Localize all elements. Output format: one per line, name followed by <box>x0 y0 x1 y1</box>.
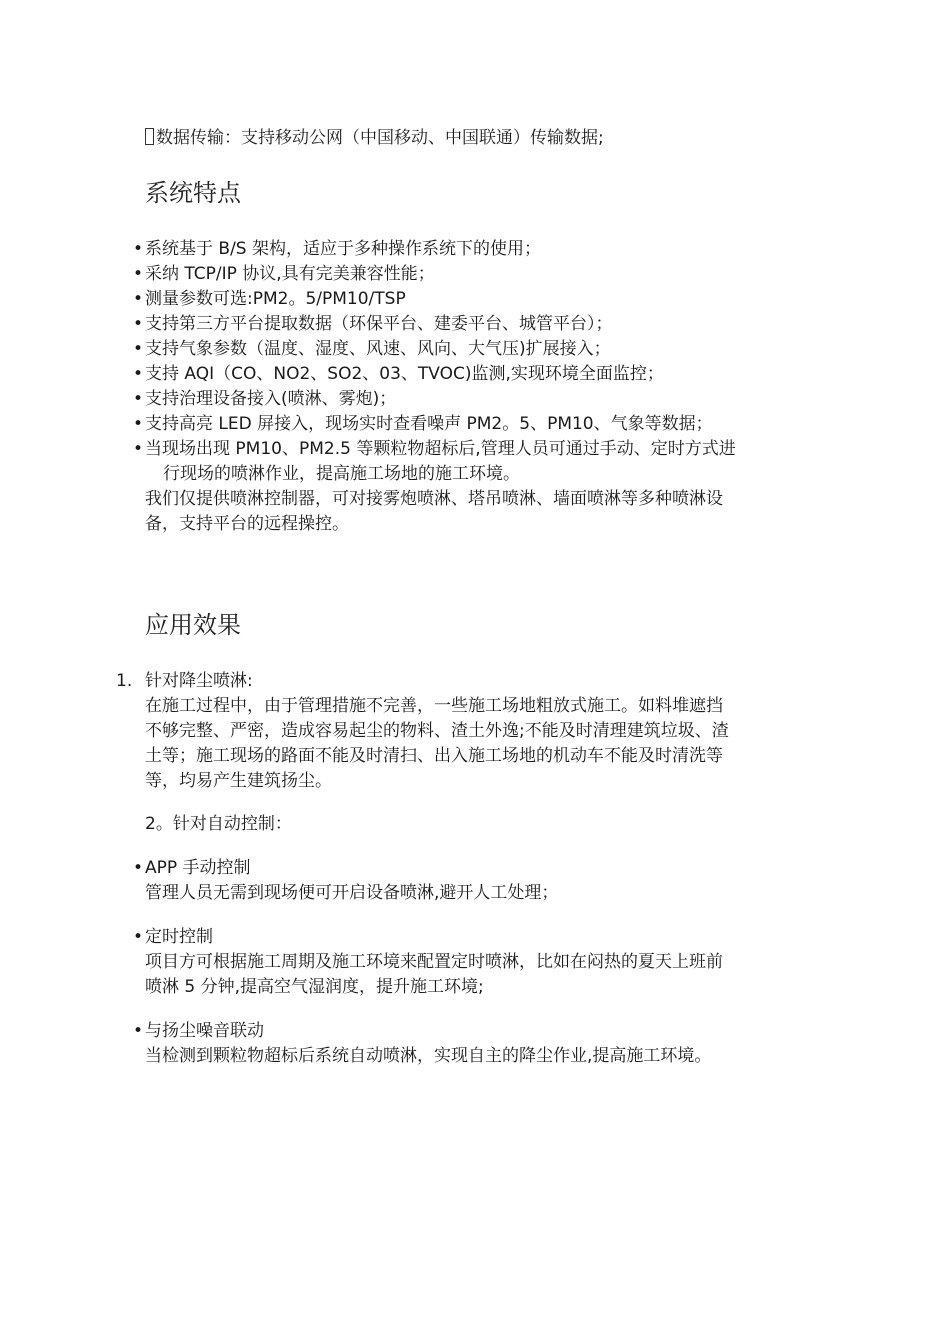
control-description: 管理人员无需到现场便可开启设备喷淋,避开人工处理； <box>145 883 559 903</box>
features-note-line1: 我们仅提供喷淋控制器，可对接雾炮喷淋、塔吊喷淋、墙面喷淋等多种喷淋设 <box>145 489 723 509</box>
item2-title: 2。针对自动控制： <box>145 814 292 834</box>
item-number: 1. <box>116 671 133 691</box>
intro-text: 数据传输：支持移动公网（中国移动、中国联通）传输数据; <box>156 128 604 148</box>
control-title: APP 手动控制 <box>145 858 251 878</box>
item1-paragraph-line: 在施工过程中，由于管理措施不完善，一些施工场地粗放式施工。如料堆遮挡 <box>145 696 723 716</box>
control-description: 项目方可根据施工周期及施工环境来配置定时喷淋，比如在闷热的夏天上班前 <box>145 952 723 972</box>
feature-item-line2: 行现场的喷淋作业，提高施工场地的施工环境。 <box>163 464 520 484</box>
control-description: 当检测到颗粒物超标后系统自动喷淋，实现自主的降尘作业,提高施工环境。 <box>145 1046 712 1066</box>
section-title-effects: 应用效果 <box>145 611 241 639</box>
feature-item: 支持 AQI（CO、NO2、SO2、03、TVOC)监测,实现环境全面监控； <box>145 364 664 384</box>
intro-line <box>145 126 604 151</box>
section-title-features: 系统特点 <box>145 179 241 207</box>
bullet-icon: • <box>133 364 144 384</box>
item1-paragraph-line: 不够完整、严密，造成容易起尘的物料、渣土外逸;不能及时清理建筑垃圾、渣 <box>145 721 729 741</box>
bullet-icon: • <box>133 314 144 334</box>
feature-item: 支持气象参数（温度、湿度、风速、风向、大气压)扩展接入； <box>145 339 611 359</box>
feature-item: 测量参数可选:PM2。5/PM10/TSP <box>145 289 406 309</box>
bullet-icon: • <box>133 1021 144 1041</box>
feature-item: 支持高亮 LED 屏接入，现场实时查看噪声 PM2。5、PM10、气象等数据； <box>145 414 713 434</box>
feature-item: 采纳 TCP/IP 协议,具有完美兼容性能； <box>145 264 435 284</box>
checkbox-glyph-icon <box>145 128 154 145</box>
feature-item: 支持第三方平台提取数据（环保平台、建委平台、城管平台）； <box>145 314 613 334</box>
bullet-icon: • <box>133 439 144 459</box>
item1-paragraph-line: 等，均易产生建筑扬尘。 <box>145 771 332 791</box>
feature-item: 支持治理设备接入(喷淋、雾炮)； <box>145 389 397 409</box>
bullet-icon: • <box>133 858 144 878</box>
features-note-line2: 备，支持平台的远程操控。 <box>145 514 349 534</box>
bullet-icon: • <box>133 927 144 947</box>
feature-item: 系统基于 B/S 架构，适应于多种操作系统下的使用； <box>145 239 541 259</box>
bullet-icon: • <box>133 389 144 409</box>
item1-paragraph-line: 土等；施工现场的路面不能及时清扫、出入施工场地的机动车不能及时清洗等 <box>145 746 723 766</box>
bullet-icon: • <box>133 414 144 434</box>
feature-item-line1: 当现场出现 PM10、PM2.5 等颗粒物超标后,管理人员可通过手动、定时方式进 <box>145 439 736 459</box>
bullet-icon: • <box>133 289 144 309</box>
control-title: 与扬尘噪音联动 <box>145 1021 264 1041</box>
bullet-icon: • <box>133 264 144 284</box>
item1-title: 针对降尘喷淋: <box>145 671 253 691</box>
bullet-icon: • <box>133 239 144 259</box>
control-title: 定时控制 <box>145 927 213 947</box>
bullet-icon: • <box>133 339 144 359</box>
control-description: 喷淋 5 分钟,提高空气湿润度，提升施工环境; <box>145 977 484 997</box>
